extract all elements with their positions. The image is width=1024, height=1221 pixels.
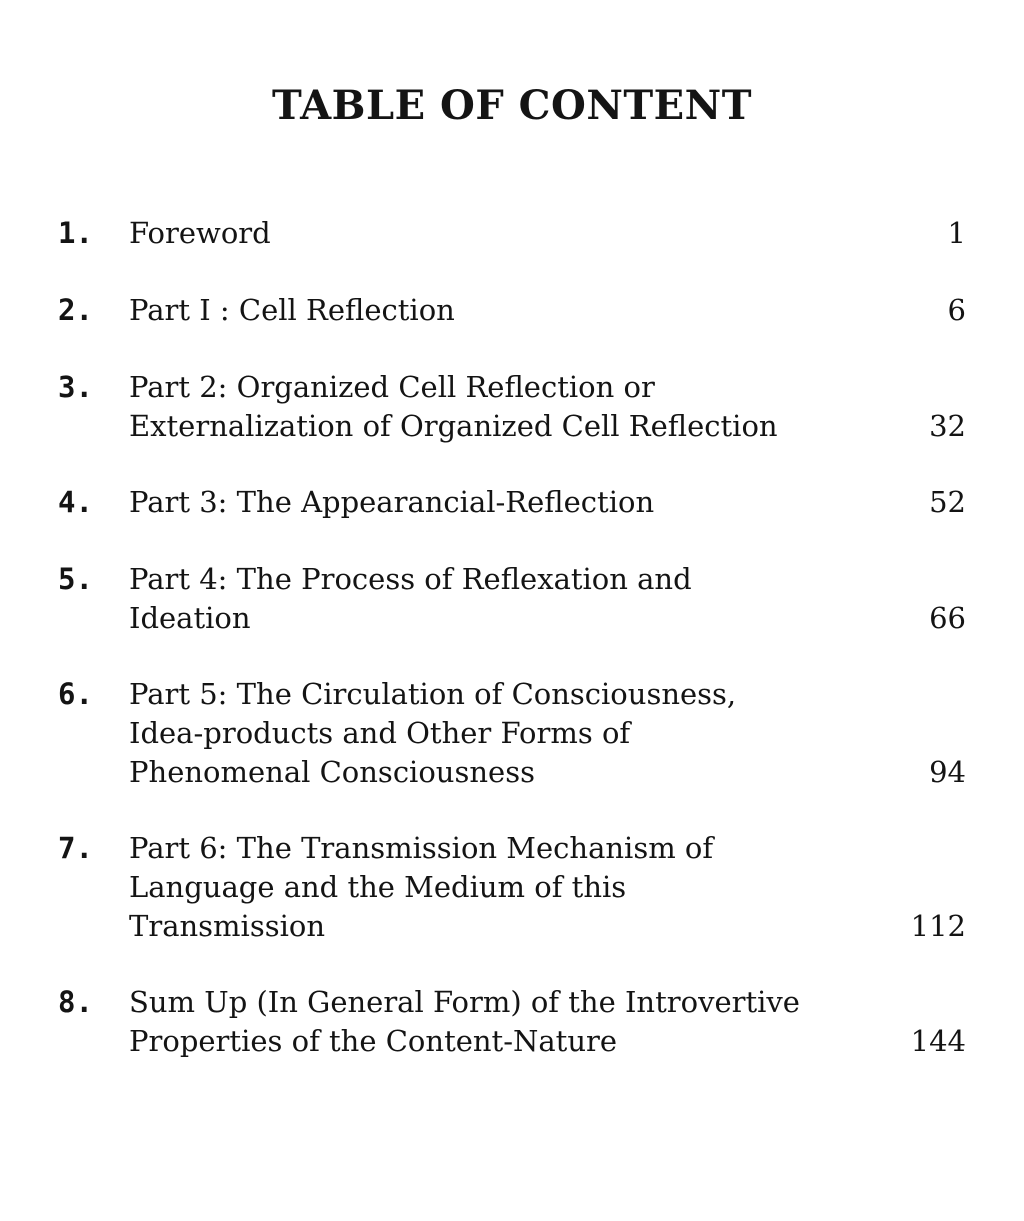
- entry-title: [129, 368, 869, 446]
- entry-number: 4.: [58, 485, 93, 519]
- entry-title-line: Part 3: The Appearancial-Reflection: [129, 485, 655, 519]
- entry-number: 1.: [58, 216, 93, 250]
- entry-title: [129, 214, 869, 253]
- entry-page-number: 32: [929, 409, 966, 443]
- entry-title: [129, 983, 869, 1061]
- entry-title-line: Part I : Cell Reflection: [129, 293, 455, 327]
- entry-title-line: Transmission: [129, 909, 326, 943]
- entry-title: [129, 829, 869, 946]
- entry-title-line: Part 2: Organized Cell Reflection or: [129, 370, 655, 404]
- entry-title: [129, 675, 869, 792]
- page-title: TABLE OF CONTENT: [272, 82, 752, 129]
- entry-title: [129, 291, 869, 330]
- entry-title-line: Part 6: The Transmission Mechanism of: [129, 831, 714, 865]
- entry-number: 6.: [58, 677, 93, 711]
- entry-title: [129, 483, 869, 522]
- entry-title-line: Language and the Medium of this: [129, 870, 627, 904]
- entry-title-line: Part 4: The Process of Reflexation and: [129, 562, 692, 596]
- entry-page-number: 144: [910, 1024, 966, 1058]
- entry-number: 3.: [58, 370, 93, 404]
- entry-title: [129, 560, 869, 638]
- entry-number: 8.: [58, 985, 93, 1019]
- entry-number: 2.: [58, 293, 93, 327]
- entry-page-number: 6: [947, 293, 966, 327]
- entry-number: 5.: [58, 562, 93, 596]
- entry-title-line: Properties of the Content-Nature: [129, 1024, 618, 1058]
- entry-title-line: Phenomenal Consciousness: [129, 755, 535, 789]
- entry-title-line: Part 5: The Circulation of Consciousness,: [129, 677, 737, 711]
- entry-title-line: Foreword: [129, 216, 271, 250]
- entry-page-number: 94: [929, 755, 966, 789]
- entry-title-line: Idea-products and Other Forms of: [129, 716, 631, 750]
- entry-title-line: Ideation: [129, 601, 251, 635]
- entry-page-number: 66: [929, 601, 966, 635]
- entry-title-line: Externalization of Organized Cell Reflection: [129, 409, 778, 443]
- entry-page-number: 1: [947, 216, 966, 250]
- entry-page-number: 52: [929, 485, 966, 519]
- entry-title-line: Sum Up (In General Form) of the Introvertive: [129, 985, 800, 1019]
- entry-number: 7.: [58, 831, 93, 865]
- entry-page-number: 112: [910, 909, 966, 943]
